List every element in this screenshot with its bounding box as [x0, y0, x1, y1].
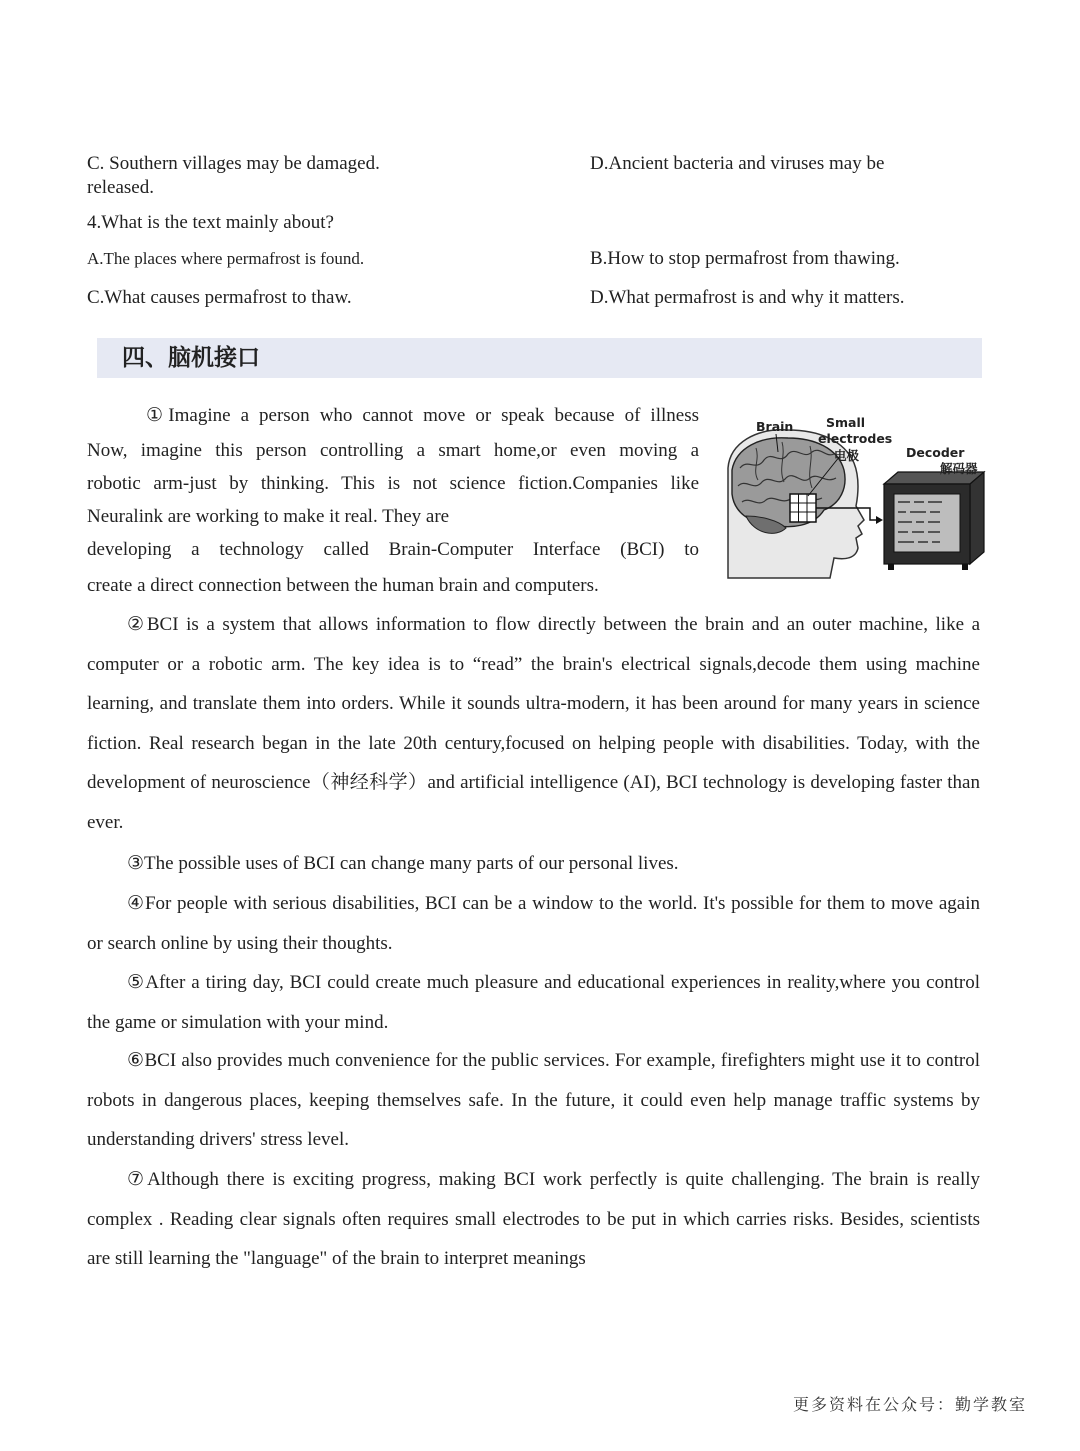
figure-label-small: Small — [826, 415, 866, 430]
paragraph-5: ⑤After a tiring day, BCI could create much pleasure and educational experiences in reality,where you control the game or simulation with your mind. — [87, 972, 980, 1033]
figure-label-decoder: Decoder — [906, 445, 965, 460]
bci-diagram — [726, 408, 988, 580]
q4-question: 4.What is the text mainly about? — [87, 212, 334, 233]
paragraph-1-line-4: Neuralink are working to make it real. They are — [87, 506, 450, 527]
paragraph-2: ②BCI is a system that allows information to flow directly between the brain and an outer machine, like a computer or a robotic arm. The key idea is to “read” the brain's electrical signals,decode them using machine learning, and translate them into orders. While it sounds ultra-modern, it has been around for many years in science fiction. Real research began in the late 20th century,focused on helping people with disabilities. Today, with the development of neuroscience（神经科学）and artificial intelligence (AI), BCI technology is developing faster than ever. — [87, 614, 980, 833]
paragraph-4: ④For people with serious disabilities, BCI can be a window to the world. It's possible for them to move again or search online by using their thoughts. — [87, 893, 980, 954]
paragraph-1-line-3: robotic arm-just by thinking. This is not science fiction.Companies like — [87, 473, 699, 494]
figure-label-electrodes: electrodes — [818, 431, 893, 446]
q3-option-d-continued: released. — [87, 177, 154, 198]
paragraph-1-line-6: create a direct connection between the human brain and computers. — [87, 575, 599, 596]
q4-option-d: D.What permafrost is and why it matters. — [590, 287, 905, 308]
paragraph-6: ⑥BCI also provides much convenience for the public services. For example, firefighters might use it to control robots in dangerous places, keeping themselves safe. In the future, it could even help manage traffic systems by understanding drivers' stress level. — [87, 1050, 980, 1150]
paragraph-1-line-5: developing a technology called Brain-Computer Interface (BCI) to — [87, 539, 699, 560]
section-title: 四、脑机接口 — [122, 345, 260, 371]
footer-watermark: 更多资料在公众号：勤学教室 — [793, 1395, 1028, 1414]
figure-label-brain: Brain — [756, 419, 794, 434]
paragraph-1-line-1: ①Imagine a person who cannot move or speak because of illness — [146, 405, 699, 426]
q3-option-d: D.Ancient bacteria and viruses may be — [590, 153, 885, 174]
paragraph-1-line-2: Now, imagine this person controlling a smart home,or even moving a — [87, 440, 699, 461]
paragraph-3: ③The possible uses of BCI can change many parts of our personal lives. — [127, 853, 679, 874]
paragraph-7: ⑦Although there is exciting progress, making BCI work perfectly is quite challenging. The brain is really complex . Reading clear signals often requires small electrodes to be put in which carries risks. Besides, scientists are still learning the "language" of the brain to interpret meanings — [87, 1169, 980, 1269]
q4-option-b: B.How to stop permafrost from thawing. — [590, 248, 900, 269]
q4-option-c: C.What causes permafrost to thaw. — [87, 287, 352, 308]
q3-option-c: C. Southern villages may be damaged. — [87, 153, 380, 174]
figure-label-electrodes-cn: 电极 — [834, 448, 860, 463]
figure-label-decoder-cn: 解码器 — [940, 461, 978, 476]
q4-option-a: A.The places where permafrost is found. — [87, 249, 365, 268]
